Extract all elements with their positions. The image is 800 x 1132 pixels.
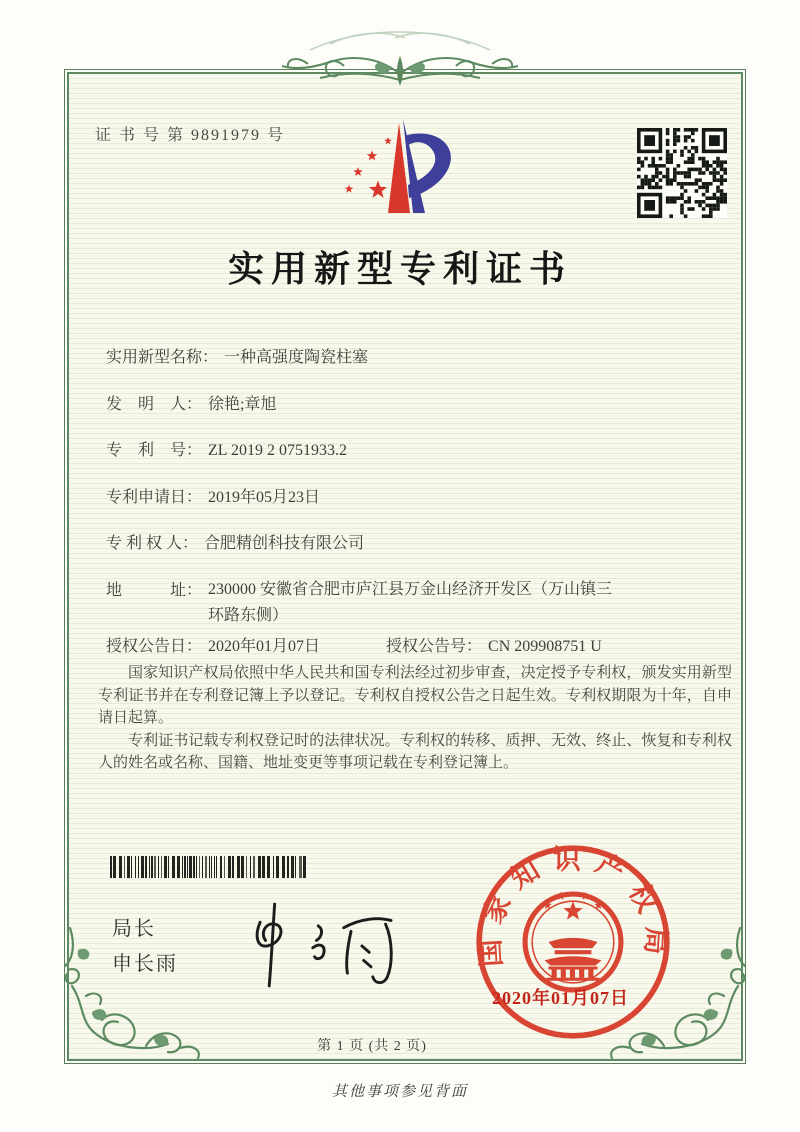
national-emblem-seal-icon (471, 840, 675, 1044)
handwritten-signature-icon (226, 895, 416, 995)
field-label: 专 利 权 人： (106, 535, 199, 552)
commissioner-name: 申长雨 (112, 953, 178, 975)
field-value: 2019年05月23日 (208, 489, 321, 506)
field-value: 合肥精创科技有限公司 (204, 535, 365, 552)
certificate-title: 实用新型专利证书 (227, 249, 572, 289)
field-row-grant (106, 633, 602, 656)
field-label: 发 明 人： (106, 396, 203, 413)
field-row-patentee (106, 530, 364, 553)
floral-corner-ornament-icon (62, 926, 212, 1066)
field-label: 授权公告日： (106, 638, 203, 655)
field-value: 一种高强度陶瓷柱塞 (224, 349, 369, 366)
commissioner-title: 局长 (112, 918, 156, 940)
cnipa-ip-logo-icon (336, 110, 466, 222)
back-side-note: 其他事项参见背面 (331, 1084, 468, 1100)
legal-text (98, 662, 732, 775)
field-value: 2020年01月07日 (208, 638, 321, 655)
field-value: ZL 2019 2 0751933.2 (208, 442, 347, 459)
legal-paragraph: 国家知识产权局依照中华人民共和国专利法经过初步审查，决定授予专利权，颁发实用新型专利证书并在专利登记簿上予以登记。专利权自授权公告之日起生效。专利权期限为十年，自申请日起算。 (98, 665, 732, 726)
barcode-icon (110, 856, 310, 878)
legal-paragraph: 专利证书记载专利权登记时的法律状况。专利权的转移、质押、无效、终止、恢复和专利权人的姓名或名称、国籍、地址变更等事项记载在专利登记簿上。 (98, 732, 732, 771)
field-row-filing-date (106, 484, 320, 507)
field-label: 授权公告号： (386, 638, 483, 655)
certificate-number: 证 书 号 第 9891979 号 (95, 127, 286, 144)
field-value: 徐艳;章旭 (208, 396, 277, 413)
field-row-address (106, 577, 620, 629)
scrollwork-ornament-icon (255, 28, 545, 94)
field-label: 实用新型名称： (106, 349, 219, 366)
national-emblem (525, 892, 621, 990)
field-value: CN 209908751 U (488, 638, 602, 655)
field-label: 专利申请日： (106, 489, 203, 506)
field-label: 专 利 号： (106, 442, 203, 459)
field-row-patent-number (106, 437, 347, 460)
field-row-name (106, 344, 368, 367)
field-row-inventor (106, 391, 276, 414)
field-label: 地 址： (106, 582, 203, 599)
seal-date: 2020年01月07日 (492, 988, 629, 1008)
page-number: 第 1 页 (共 2 页) (317, 1039, 427, 1054)
field-value: 230000 安徽省合肥市庐江县万金山经济开发区（万山镇三环路东侧） (208, 581, 613, 624)
seal-ring-text: 国家知识产权局 (473, 843, 673, 968)
qr-code-icon (637, 128, 727, 218)
